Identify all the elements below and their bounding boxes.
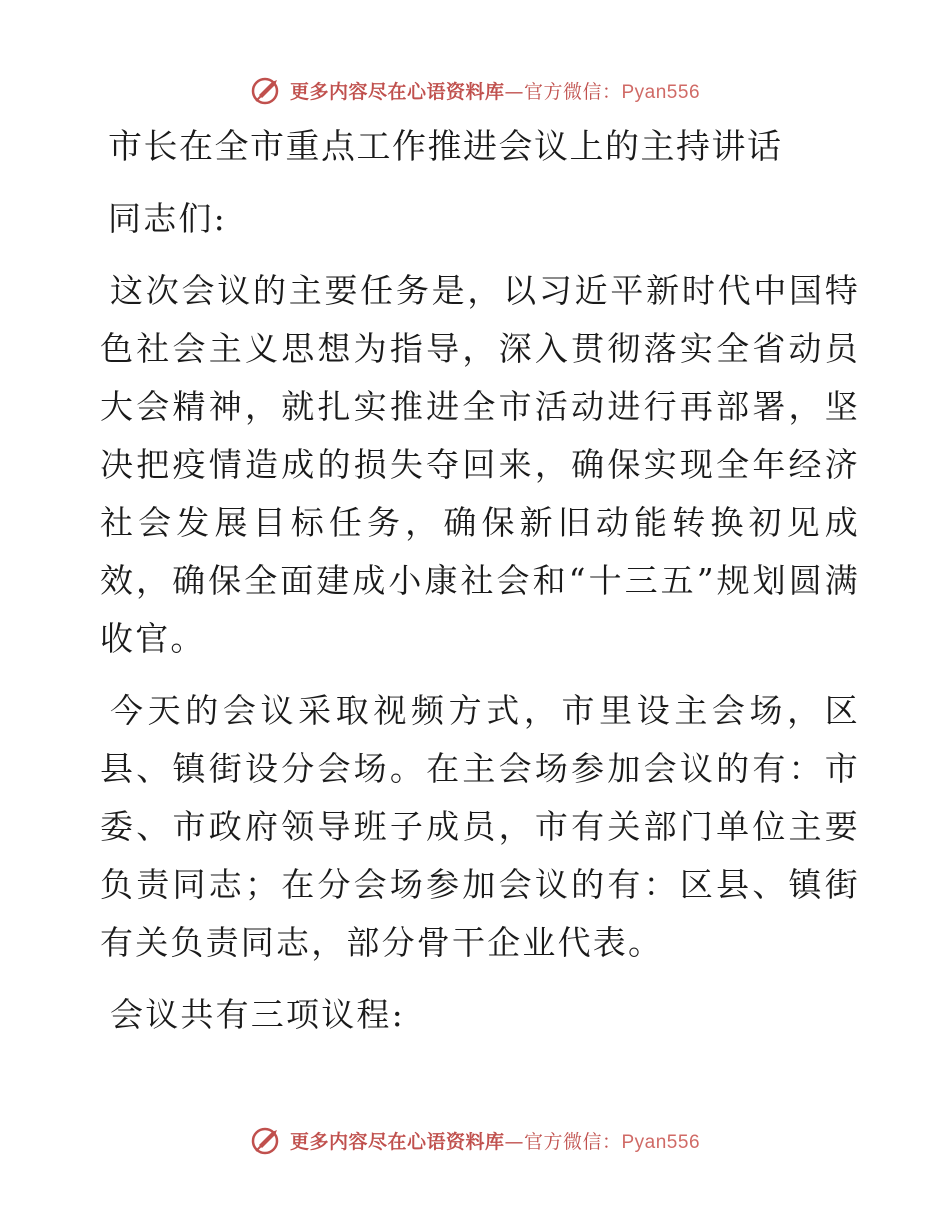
- header-handle: Pyan556: [621, 81, 701, 103]
- paragraph-3: 会议共有三项议程:: [110, 995, 405, 1034]
- footer-wechat-label: 官方微信：: [523, 1130, 622, 1153]
- header-brand: 更多内容尽在心语资料库: [289, 80, 505, 103]
- header-banner-text: [290, 77, 700, 104]
- header-watermark: [0, 70, 950, 110]
- footer-brand: 更多内容尽在心语资料库: [289, 1130, 505, 1153]
- footer-separator: —: [504, 1130, 524, 1153]
- pen-logo-icon: [250, 73, 284, 107]
- document-title: 市长在全市重点工作推进会议上的主持讲话: [108, 127, 783, 167]
- header-wechat-label: 官方微信：: [523, 80, 622, 103]
- header-separator: —: [504, 80, 524, 103]
- pen-logo-icon: [250, 1123, 284, 1157]
- footer-banner-text: [290, 1127, 700, 1154]
- footer-watermark: [0, 1120, 950, 1160]
- paragraph-1: 这次会议的主要任务是，以习近平新时代中国特色社会主义思想为指导，深入贯彻落实全省动员大会精神，就扎实推进全市活动进行再部署，坚决把疫情造成的损失夺回来，确保实现全年经济社会发展目标任务，确保新旧动能转换初见成效，确保全面建成小康社会和“十三五”规划圆满收官。: [100, 271, 860, 658]
- greeting: 同志们:: [108, 199, 227, 238]
- footer-handle: Pyan556: [621, 1131, 701, 1153]
- document-body: [100, 118, 860, 1044]
- paragraph-2: 今天的会议采取视频方式，市里设主会场，区县、镇街设分会场。在主会场参加会议的有：市委、市政府领导班子成员，市有关部门单位主要负责同志；在分会场参加会议的有：区县、镇街有关负责同志，部分骨干企业代表。: [100, 691, 860, 962]
